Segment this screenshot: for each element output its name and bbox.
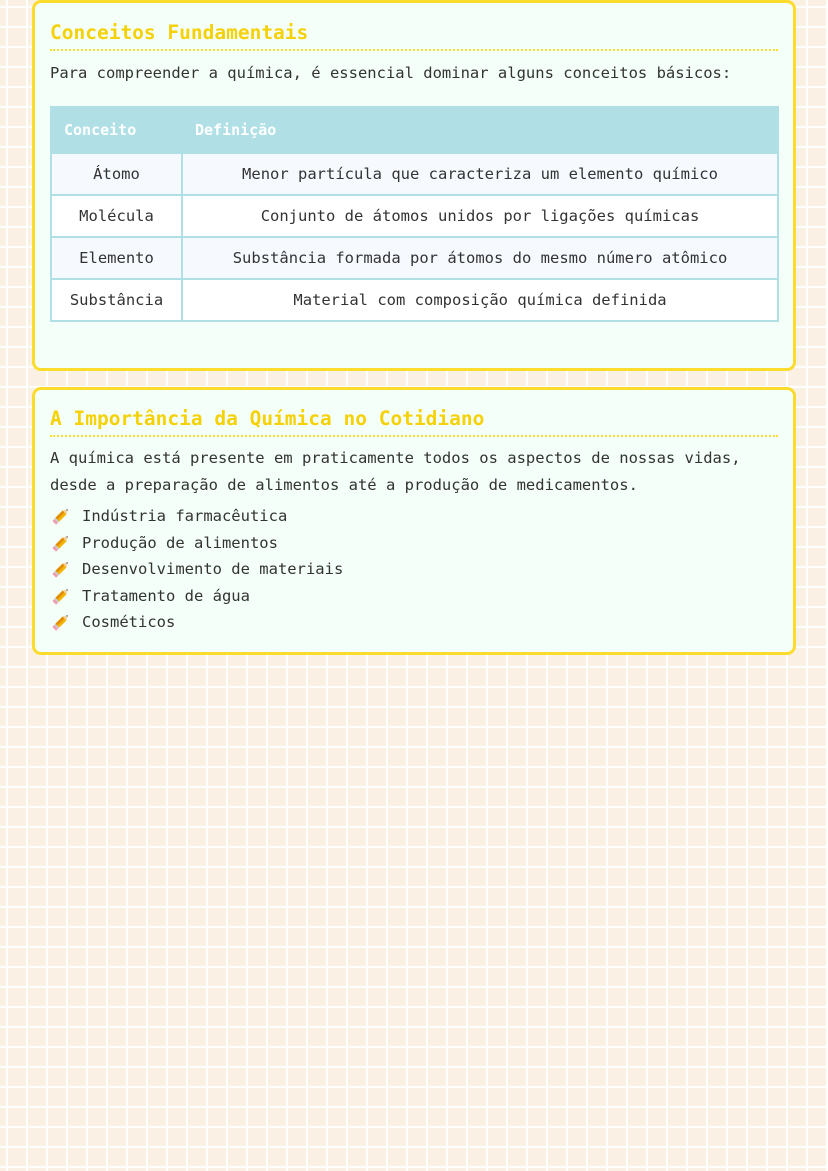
list-item-label: Produção de alimentos: [82, 533, 278, 552]
importance-title: A Importância da Química no Cotidiano: [50, 407, 778, 437]
definition-cell: Menor partícula que caracteriza um elemento químico: [182, 153, 778, 195]
definition-cell: Conjunto de átomos unidos por ligações químicas: [182, 195, 778, 237]
table-row: [51, 279, 778, 321]
concept-cell: Substância: [51, 279, 182, 321]
importance-intro: A química está presente em praticamente todos os aspectos de nossas vidas, desde a preparação de alimentos até a produção de medicamentos.: [50, 449, 741, 494]
fundamentals-card: [32, 0, 796, 371]
pencil-icon: [50, 558, 72, 580]
concept-cell: Átomo: [51, 153, 182, 195]
pencil-icon: [50, 505, 72, 527]
table-header-row: [51, 107, 778, 153]
list-item: [50, 583, 778, 610]
fundamentals-title: Conceitos Fundamentais: [50, 21, 778, 51]
list-item: [50, 556, 778, 583]
fundamentals-intro: Para compreender a química, é essencial dominar alguns conceitos básicos:: [50, 64, 732, 82]
list-item-label: Indústria farmacêutica: [82, 507, 288, 525]
definition-cell: Substância formada por átomos do mesmo número atômico: [182, 237, 778, 279]
list-item-label: Tratamento de água: [82, 586, 250, 605]
applications-list: [50, 503, 778, 636]
definition-cell: Material com composição química definida: [182, 279, 778, 321]
concept-cell: Elemento: [51, 237, 182, 279]
list-item: [50, 609, 778, 636]
pencil-icon: [50, 585, 72, 607]
list-item: [50, 530, 778, 557]
table-row: [51, 195, 778, 237]
list-item-label: Desenvolvimento de materiais: [82, 560, 344, 578]
header-concept: Conceito: [51, 107, 182, 153]
concepts-table: [50, 106, 779, 322]
table-row: [51, 237, 778, 279]
list-item-label: Cosméticos: [82, 613, 176, 631]
pencil-icon: [50, 611, 72, 633]
importance-card: [32, 387, 796, 655]
list-item: [50, 503, 778, 530]
pencil-icon: [50, 532, 72, 554]
table-row: [51, 153, 778, 195]
concept-cell: Molécula: [51, 195, 182, 237]
header-definition: Definição: [182, 107, 778, 153]
